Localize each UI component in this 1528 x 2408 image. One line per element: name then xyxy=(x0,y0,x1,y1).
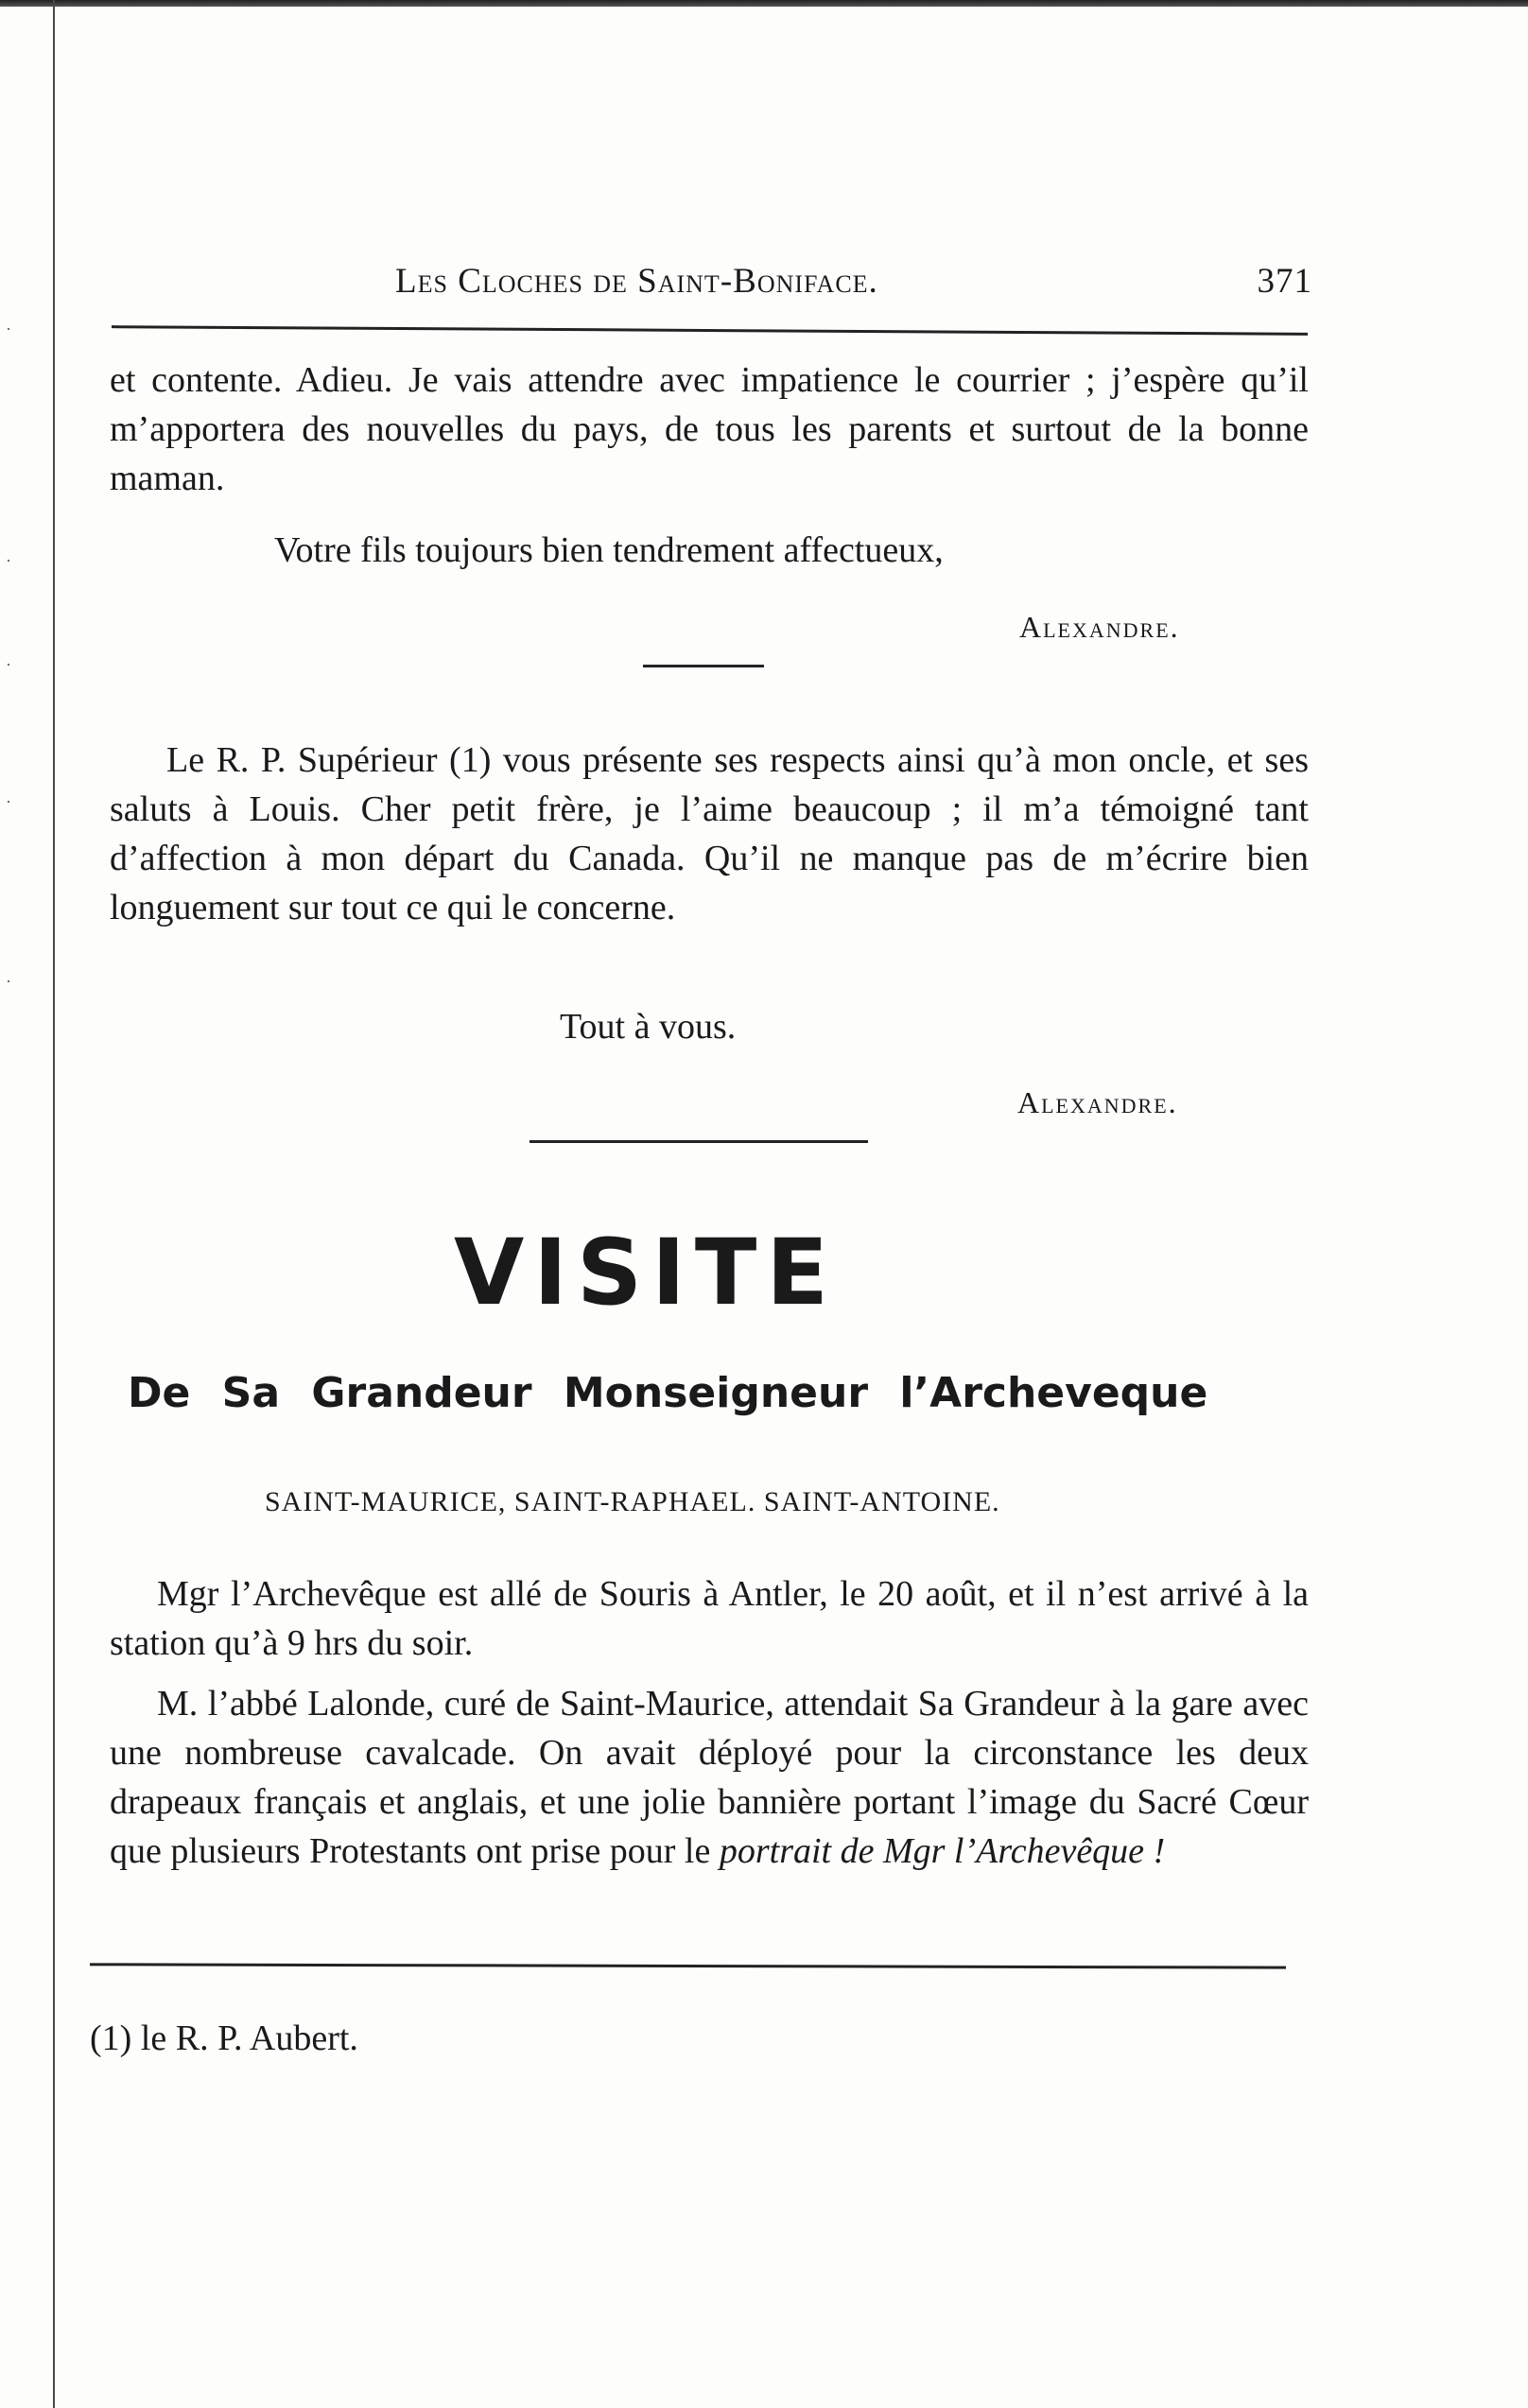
letter-two-signature: Alexandre. xyxy=(1017,1085,1178,1119)
short-divider xyxy=(643,665,764,667)
article-paragraph-two xyxy=(110,1679,1309,1876)
binding-mark: · xyxy=(6,320,11,338)
article-paragraph-two-text: M. l’abbé Lalonde, curé de Saint-Maurice, attendait Sa Grandeur à la gare avec une nombreuse cavalcade. On avait déployé pour la circonstance les deux drapeaux français et anglais, et une jolie bannière portant l’image du Sacré Cœur que plusieurs Protestants ont prise pour le xyxy=(110,1684,1309,1871)
article-paragraph-one: Mgr l’Archevêque est allé de Souris à Antler, le 20 août, et il n’est arrivé à la station qu’à 9 hrs du soir. xyxy=(110,1574,1309,1663)
letter-one-body: et contente. Adieu. Je vais attendre avec impatience le courrier ; j’espère qu’il m’apportera des nouvelles du pays, de tous les parents et surtout de la bonne maman. xyxy=(110,360,1309,498)
article-heading: VISITE xyxy=(454,1220,838,1325)
letter-two-closing: Tout à vous. xyxy=(560,1007,737,1047)
page-number: 371 xyxy=(1257,262,1312,301)
binding-mark: · xyxy=(6,655,11,674)
article-paragraph-two-italic: portrait de Mgr l’Archevêque ! xyxy=(719,1831,1166,1871)
binding-mark: · xyxy=(6,972,11,991)
binding-mark: · xyxy=(6,551,11,570)
footnote-rule xyxy=(90,1963,1286,1968)
article-places: SAINT-MAURICE, SAINT-RAPHAEL. SAINT-ANTOINE. xyxy=(265,1486,1000,1517)
letter-one-signature: Alexandre. xyxy=(1019,610,1180,644)
header-rule xyxy=(112,325,1308,336)
letter-one-closing: Votre fils toujours bien tendrement affectueux, xyxy=(274,530,944,570)
binding-mark: · xyxy=(6,792,11,811)
page-top-rule xyxy=(0,0,1528,7)
article-subheading: De Sa Grandeur Monseigneur l’Archeveque xyxy=(128,1369,1208,1417)
section-divider xyxy=(530,1140,868,1143)
running-head-title: Les Cloches de Saint-Boniface. xyxy=(395,262,878,301)
footnote: (1) le R. P. Aubert. xyxy=(90,2018,358,2058)
letter-two-body: Le R. P. Supérieur (1) vous présente ses respects ainsi qu’à mon oncle, et ses saluts à Louis. Cher petit frère, je l’aime beaucoup ; il m’a témoigné tant d’affection à mon départ du Canada. Qu’il ne manque pas de m’écrire bien longuement sur tout ce qui le concerne. xyxy=(110,740,1309,927)
binding-line xyxy=(53,0,55,2408)
